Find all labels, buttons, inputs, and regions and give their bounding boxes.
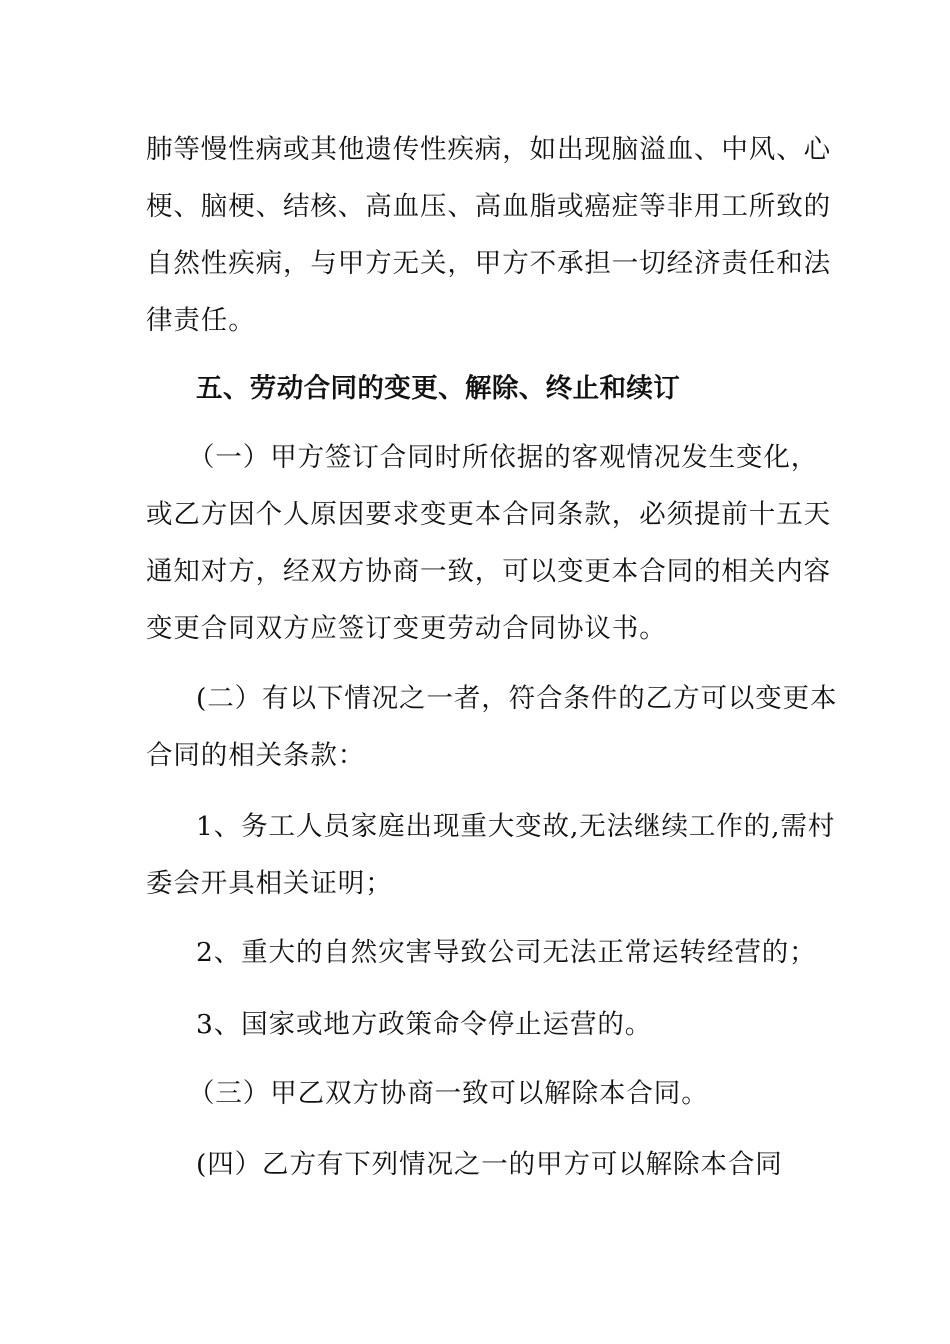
para1-line-3: 自然性疾病，与甲方无关，甲方不承担一切经济责任和法 [146,248,831,279]
item1-line-2: 委会开具相关证明； [146,868,393,899]
para1-line-1: 肺等慢性病或其他遗传性疾病，如出现脑溢血、中风、心 [146,134,831,165]
clause2-line-2: 合同的相关条款： [146,740,366,771]
clause1-line-1: （一）甲方签订合同时所依据的客观情况发生变化， [188,442,819,473]
clause1-line-3: 通知对方，经双方协商一致，可以变更本合同的相关内容 [146,556,831,587]
clause3: （三）甲乙双方协商一致可以解除本合同。 [188,1078,709,1109]
clause2-line-1: (二）有以下情况之一者，符合条件的乙方可以变更本 [196,683,838,714]
para1-line-2: 梗、脑梗、结核、高血压、高血脂或癌症等非用工所致的 [146,191,831,222]
item2: 2、重大的自然灾害导致公司无法正常运转经营的； [196,937,817,968]
clause1-line-2: 或乙方因个人原因要求变更本合同条款，必须提前十五天 [146,499,831,530]
para1-line-4: 律责任。 [146,305,256,336]
clause1-line-4: 变更合同双方应签订变更劳动合同协议书。 [146,613,667,644]
section-heading: 五、劳动合同的变更、解除、终止和续订 [196,373,681,404]
item3: 3、国家或地方政策命令停止运营的。 [196,1009,653,1040]
item1-line-1: 1、务工人员家庭出现重大变故,无法继续工作的,需村 [196,811,836,842]
clause4: (四）乙方有下列情况之一的甲方可以解除本合同 [196,1149,783,1180]
